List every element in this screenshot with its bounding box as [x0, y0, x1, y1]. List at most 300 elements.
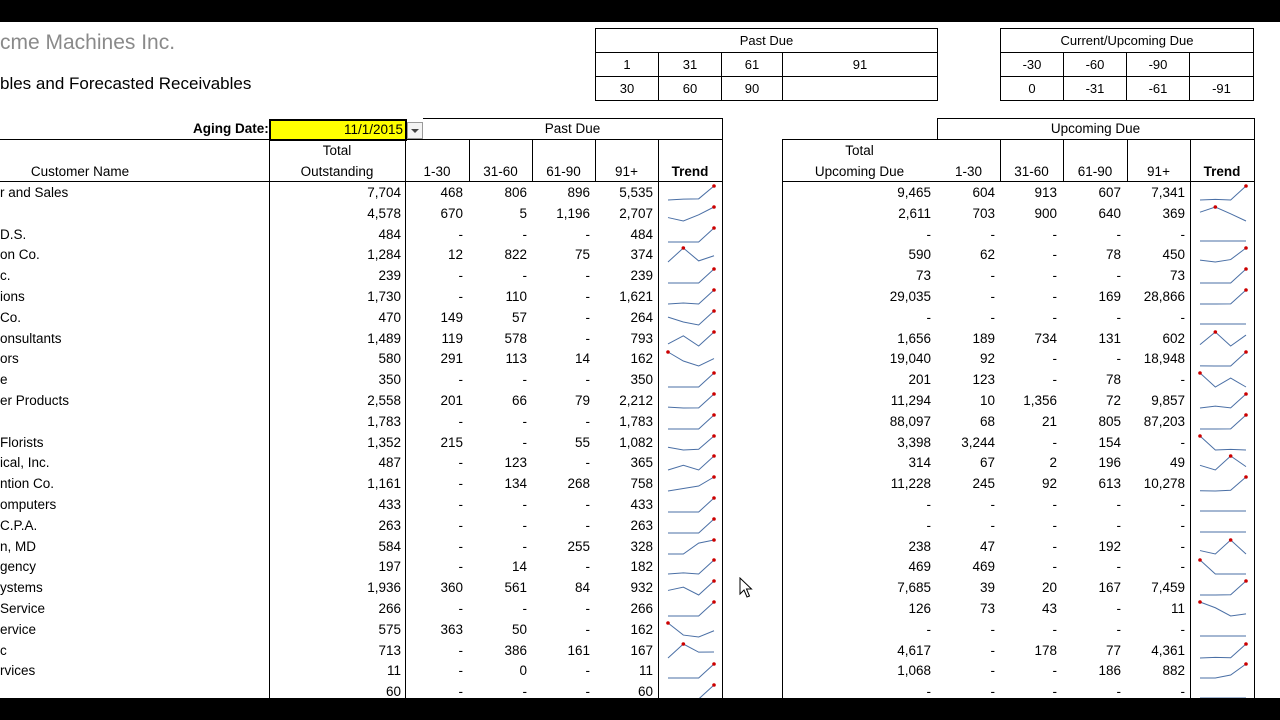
upcoming-bucket-cell[interactable]: 189: [972, 330, 995, 346]
upcoming-bucket-cell[interactable]: 913: [1034, 185, 1057, 200]
total-outstanding-cell[interactable]: 266: [378, 601, 401, 616]
upcoming-bucket-cell[interactable]: 602: [1162, 330, 1185, 346]
past-due-bucket-cell[interactable]: 215: [440, 434, 463, 450]
customer-name-cell[interactable]: onsultants: [0, 330, 62, 346]
upcoming-bucket-cell[interactable]: 49: [1169, 455, 1185, 471]
col-1-30: 1-30: [423, 164, 451, 179]
customer-name-cell[interactable]: Service: [0, 601, 46, 616]
upcoming-bucket-cell[interactable]: 20: [1041, 580, 1057, 596]
total-upcoming-cell[interactable]: 7,685: [897, 580, 931, 596]
total-upcoming-cell[interactable]: 11,228: [890, 476, 931, 492]
customer-name-cell[interactable]: C.P.A.: [0, 517, 38, 533]
legend-cell: 90: [722, 77, 783, 101]
upcoming-bucket-cell[interactable]: -: [1180, 621, 1185, 637]
total-outstanding-cell[interactable]: 263: [378, 517, 401, 533]
past-due-bucket-cell[interactable]: 670: [440, 205, 463, 221]
customer-name-cell[interactable]: gency: [0, 559, 37, 575]
past-due-bucket-cell[interactable]: 578: [504, 330, 527, 346]
total-upcoming-cell[interactable]: 4,617: [897, 642, 931, 658]
total-upcoming-cell[interactable]: 201: [908, 372, 931, 388]
upcoming-bucket-cell[interactable]: 131: [1098, 330, 1121, 346]
upcoming-bucket-cell[interactable]: 9,857: [1151, 393, 1185, 408]
total-upcoming-cell[interactable]: -: [926, 621, 931, 637]
total-outstanding-cell[interactable]: 433: [378, 497, 401, 512]
upcoming-bucket-cell[interactable]: 47: [979, 538, 995, 554]
total-outstanding-cell[interactable]: 1,489: [367, 330, 401, 346]
total-upcoming-cell[interactable]: -: [926, 226, 931, 242]
upcoming-bucket-cell[interactable]: 4,361: [1151, 642, 1185, 658]
sparkline-line: [668, 394, 714, 408]
customer-name-cell[interactable]: on Co.: [0, 247, 40, 263]
past-due-bucket-cell[interactable]: 806: [504, 185, 527, 200]
total-outstanding-cell[interactable]: 1,352: [367, 434, 401, 450]
upcoming-bucket-cell[interactable]: -: [1052, 351, 1057, 367]
total-upcoming-cell[interactable]: 314: [908, 455, 931, 471]
past-due-bucket-cell[interactable]: -: [458, 601, 463, 616]
upcoming-bucket-cell[interactable]: -: [990, 309, 995, 325]
past-due-bucket-cell[interactable]: -: [522, 601, 527, 616]
customer-name-cell[interactable]: n, MD: [0, 538, 37, 554]
upcoming-bucket-cell[interactable]: 604: [972, 185, 995, 200]
upcoming-bucket-cell[interactable]: 192: [1098, 538, 1121, 554]
past-due-bucket-cell[interactable]: -: [522, 434, 527, 450]
past-due-bucket-cell[interactable]: 822: [504, 247, 527, 263]
total-upcoming-cell[interactable]: 2,611: [898, 205, 931, 221]
upcoming-bucket-cell[interactable]: 805: [1098, 413, 1121, 429]
past-due-bucket-cell[interactable]: -: [522, 268, 527, 284]
customer-name-cell[interactable]: c: [0, 642, 7, 658]
total-outstanding-cell[interactable]: 1,730: [367, 289, 401, 304]
past-due-bucket-cell[interactable]: -: [522, 226, 527, 242]
customer-name-cell[interactable]: ions: [0, 289, 25, 304]
upcoming-bucket-cell[interactable]: -: [1116, 309, 1121, 325]
upcoming-bucket-cell[interactable]: -: [1052, 226, 1057, 242]
past-due-bucket-cell[interactable]: -: [585, 601, 590, 616]
customer-name-cell[interactable]: omputers: [0, 497, 57, 512]
customer-name-cell[interactable]: ors: [0, 351, 19, 367]
past-due-bucket-cell[interactable]: 2,707: [619, 205, 653, 221]
upcoming-bucket-cell[interactable]: 450: [1162, 247, 1185, 263]
total-outstanding-cell[interactable]: 1,936: [367, 580, 401, 596]
upcoming-bucket-cell[interactable]: 78: [1105, 372, 1121, 388]
past-due-bucket-cell[interactable]: -: [585, 289, 590, 304]
past-due-bucket-cell[interactable]: 14: [511, 559, 527, 575]
upcoming-bucket-cell[interactable]: 43: [1041, 601, 1057, 616]
past-due-bucket-cell[interactable]: 50: [511, 621, 527, 637]
total-outstanding-cell[interactable]: 2,558: [367, 393, 401, 408]
upcoming-bucket-cell[interactable]: -: [1180, 226, 1185, 242]
total-outstanding-cell[interactable]: 1,284: [367, 247, 401, 263]
total-upcoming-cell[interactable]: 11,294: [890, 393, 931, 408]
total-upcoming-cell[interactable]: 126: [908, 601, 931, 616]
past-due-bucket-cell[interactable]: 291: [440, 351, 463, 367]
customer-name-cell[interactable]: Co.: [0, 309, 22, 325]
past-due-bucket-cell[interactable]: 1,196: [556, 205, 590, 221]
upcoming-bucket-cell[interactable]: 123: [972, 372, 995, 388]
upcoming-bucket-cell[interactable]: -: [1180, 538, 1185, 554]
past-due-bucket-cell[interactable]: 0: [519, 663, 527, 679]
sparkline-high-marker: [1198, 434, 1202, 438]
past-due-bucket-cell[interactable]: 84: [574, 580, 590, 596]
trend-sparkline: [1198, 245, 1250, 265]
past-due-bucket-cell[interactable]: -: [522, 497, 527, 512]
upcoming-bucket-cell[interactable]: 11: [1170, 601, 1185, 616]
upcoming-bucket-cell[interactable]: -: [1116, 684, 1121, 698]
past-due-bucket-cell[interactable]: -: [585, 330, 590, 346]
upcoming-bucket-cell[interactable]: -: [1052, 434, 1057, 450]
past-due-bucket-cell[interactable]: -: [585, 413, 590, 429]
aging-date-input[interactable]: 11/1/2015: [269, 119, 407, 141]
past-due-bucket-cell[interactable]: 182: [630, 559, 653, 575]
sparkline-line: [1200, 394, 1246, 408]
upcoming-bucket-cell[interactable]: 3,244: [961, 434, 995, 450]
upcoming-bucket-cell[interactable]: 18,948: [1143, 351, 1185, 367]
past-due-bucket-cell[interactable]: 758: [630, 476, 653, 492]
upcoming-bucket-cell[interactable]: -: [1052, 517, 1057, 533]
upcoming-bucket-cell[interactable]: -: [990, 289, 995, 304]
past-due-bucket-cell[interactable]: 123: [504, 455, 527, 471]
past-due-bucket-cell[interactable]: -: [585, 455, 590, 471]
upcoming-bucket-cell[interactable]: 72: [1105, 393, 1121, 408]
customer-name-cell[interactable]: rvices: [0, 663, 36, 679]
total-outstanding-cell[interactable]: 484: [378, 226, 401, 242]
total-upcoming-cell[interactable]: 29,035: [889, 289, 931, 304]
customer-name-cell[interactable]: e: [0, 372, 8, 388]
past-due-bucket-cell[interactable]: 793: [630, 330, 653, 346]
sparkline-high-marker: [712, 371, 716, 375]
past-due-bucket-cell[interactable]: 1,621: [619, 289, 653, 304]
upcoming-bucket-cell[interactable]: 77: [1105, 642, 1121, 658]
upcoming-bucket-cell[interactable]: 196: [1098, 455, 1121, 471]
total-upcoming-cell[interactable]: -: [926, 309, 931, 325]
upcoming-bucket-cell[interactable]: 169: [1098, 289, 1121, 304]
upcoming-bucket-cell[interactable]: 92: [979, 351, 995, 367]
past-due-bucket-cell[interactable]: -: [458, 413, 463, 429]
upcoming-bucket-cell[interactable]: 62: [979, 247, 995, 263]
upcoming-bucket-cell[interactable]: -: [1116, 517, 1121, 533]
customer-name-cell[interactable]: ystems: [0, 580, 43, 596]
upcoming-bucket-cell[interactable]: -: [1052, 247, 1057, 263]
past-due-bucket-cell[interactable]: 113: [505, 351, 527, 367]
total-outstanding-cell[interactable]: 487: [378, 455, 401, 471]
past-due-bucket-cell[interactable]: -: [458, 289, 463, 304]
trend-sparkline: [1198, 412, 1250, 432]
past-due-bucket-cell[interactable]: -: [585, 663, 590, 679]
total-upcoming-cell[interactable]: -: [926, 517, 931, 533]
past-due-bucket-cell[interactable]: -: [585, 684, 590, 698]
upcoming-bucket-cell[interactable]: -: [1052, 538, 1057, 554]
past-due-bucket-cell[interactable]: -: [458, 455, 463, 471]
upcoming-bucket-cell[interactable]: -: [990, 642, 995, 658]
past-due-bucket-cell[interactable]: -: [522, 538, 527, 554]
trend-sparkline: [666, 266, 718, 286]
legend-title: Past Due: [596, 29, 938, 53]
past-due-bucket-cell[interactable]: 896: [567, 185, 590, 200]
upcoming-bucket-cell[interactable]: 2: [1049, 455, 1057, 471]
past-due-bucket-cell[interactable]: 79: [574, 393, 590, 408]
past-due-bucket-cell[interactable]: 12: [447, 247, 463, 263]
past-due-bucket-cell[interactable]: -: [458, 226, 463, 242]
total-upcoming-cell[interactable]: -: [926, 684, 931, 698]
past-due-bucket-cell[interactable]: 119: [441, 330, 463, 346]
total-upcoming-cell[interactable]: 3,398: [897, 434, 931, 450]
past-due-bucket-cell[interactable]: -: [458, 642, 463, 658]
upcoming-bucket-cell[interactable]: -: [1180, 684, 1185, 698]
sparkline-high-marker: [1244, 288, 1248, 292]
trend-sparkline: [666, 474, 718, 494]
upcoming-bucket-cell[interactable]: -: [990, 684, 995, 698]
past-due-bucket-cell[interactable]: -: [585, 309, 590, 325]
past-due-bucket-cell[interactable]: -: [458, 538, 463, 554]
total-outstanding-cell[interactable]: 580: [378, 351, 401, 367]
trend-sparkline: [1198, 620, 1250, 640]
legend-cell: 1: [596, 53, 659, 77]
upcoming-bucket-cell[interactable]: 73: [1169, 268, 1185, 284]
total-upcoming-cell[interactable]: 88,097: [889, 413, 931, 429]
past-due-bucket-cell[interactable]: -: [458, 684, 463, 698]
upcoming-bucket-cell[interactable]: 369: [1162, 205, 1185, 221]
past-due-bucket-cell[interactable]: -: [458, 497, 463, 512]
upcoming-bucket-cell[interactable]: -: [990, 621, 995, 637]
upcoming-bucket-cell[interactable]: -: [1052, 663, 1057, 679]
past-due-bucket-cell[interactable]: -: [458, 517, 463, 533]
customer-name-cell[interactable]: c.: [0, 268, 11, 284]
past-due-bucket-cell[interactable]: 162: [630, 351, 653, 367]
upcoming-bucket-cell[interactable]: -: [1180, 517, 1185, 533]
upcoming-bucket-cell[interactable]: 186: [1098, 663, 1121, 679]
upcoming-bucket-cell[interactable]: -: [1052, 559, 1057, 575]
upcoming-bucket-cell[interactable]: -: [1180, 372, 1185, 388]
upcoming-bucket-cell[interactable]: 613: [1098, 476, 1121, 492]
total-upcoming-cell[interactable]: 1,068: [897, 663, 931, 679]
upcoming-bucket-cell[interactable]: -: [1116, 559, 1121, 575]
past-due-bucket-cell[interactable]: 932: [630, 580, 653, 596]
total-upcoming-cell[interactable]: 590: [908, 247, 931, 263]
past-due-bucket-cell[interactable]: 264: [630, 309, 653, 325]
upcoming-bucket-cell[interactable]: 167: [1098, 580, 1121, 596]
upcoming-bucket-cell[interactable]: -: [990, 517, 995, 533]
upcoming-bucket-cell[interactable]: 92: [1041, 476, 1057, 492]
past-due-bucket-cell[interactable]: -: [585, 372, 590, 388]
upcoming-bucket-cell[interactable]: -: [1116, 351, 1121, 367]
past-due-bucket-cell[interactable]: -: [585, 559, 590, 575]
past-due-bucket-cell[interactable]: 365: [630, 455, 653, 471]
total-upcoming-cell[interactable]: 1,656: [897, 330, 931, 346]
past-due-bucket-cell[interactable]: 110: [505, 289, 527, 304]
upcoming-bucket-cell[interactable]: -: [1052, 684, 1057, 698]
upcoming-bucket-cell[interactable]: 67: [979, 455, 995, 471]
upcoming-bucket-cell[interactable]: 640: [1098, 205, 1121, 221]
total-upcoming-cell[interactable]: -: [926, 497, 931, 512]
upcoming-bucket-cell[interactable]: 178: [1034, 642, 1057, 658]
past-due-bucket-cell[interactable]: -: [458, 268, 463, 284]
past-due-bucket-cell[interactable]: 57: [511, 309, 527, 325]
customer-name-cell[interactable]: ervice: [0, 621, 37, 637]
past-due-bucket-cell[interactable]: -: [585, 621, 590, 637]
sparkline-high-marker: [1244, 267, 1248, 271]
sparkline-high-marker: [712, 663, 716, 667]
sparkline-high-marker: [1244, 247, 1248, 251]
total-upcoming-cell[interactable]: 19,040: [889, 351, 931, 367]
past-due-bucket-cell[interactable]: 75: [574, 247, 590, 263]
past-due-bucket-cell[interactable]: 201: [440, 393, 463, 408]
past-due-bucket-cell[interactable]: -: [458, 559, 463, 575]
upcoming-bucket-cell[interactable]: -: [1180, 559, 1185, 575]
upcoming-bucket-cell[interactable]: 87,203: [1143, 413, 1185, 429]
trend-sparkline: [1198, 349, 1250, 369]
past-due-bucket-cell[interactable]: -: [585, 497, 590, 512]
total-outstanding-cell[interactable]: 1,161: [367, 476, 401, 492]
past-due-bucket-cell[interactable]: -: [458, 372, 463, 388]
upcoming-bucket-cell[interactable]: 245: [972, 476, 995, 492]
past-due-bucket-cell[interactable]: -: [585, 268, 590, 284]
upcoming-bucket-cell[interactable]: -: [1052, 309, 1057, 325]
upcoming-bucket-cell[interactable]: 703: [972, 205, 995, 221]
sparkline-line: [668, 581, 714, 595]
past-due-bucket-cell[interactable]: 14: [574, 351, 590, 367]
upcoming-bucket-cell[interactable]: -: [990, 268, 995, 284]
upcoming-bucket-cell[interactable]: 73: [979, 601, 995, 616]
past-due-bucket-cell[interactable]: -: [458, 663, 463, 679]
past-due-bucket-cell[interactable]: -: [585, 517, 590, 533]
total-outstanding-cell[interactable]: 350: [378, 372, 401, 388]
upcoming-bucket-cell[interactable]: -: [1180, 434, 1185, 450]
upcoming-bucket-cell[interactable]: 607: [1098, 185, 1121, 200]
past-due-bucket-cell[interactable]: 149: [440, 309, 463, 325]
past-due-bucket-cell[interactable]: 11: [638, 663, 653, 679]
total-outstanding-cell[interactable]: 11: [386, 663, 401, 679]
customer-name-cell[interactable]: Florists: [0, 434, 44, 450]
customer-name-cell[interactable]: r and Sales: [0, 185, 69, 200]
past-due-bucket-cell[interactable]: 167: [630, 642, 653, 658]
past-due-bucket-cell[interactable]: -: [522, 372, 527, 388]
total-outstanding-cell[interactable]: 239: [378, 268, 401, 284]
past-due-bucket-cell[interactable]: 561: [504, 580, 527, 596]
sparkline-high-marker: [712, 309, 716, 313]
upcoming-bucket-cell[interactable]: 900: [1034, 205, 1057, 221]
past-due-bucket-cell[interactable]: 363: [440, 621, 463, 637]
sparkline-high-marker: [1198, 600, 1202, 604]
past-due-bucket-cell[interactable]: 374: [630, 247, 653, 263]
aging-date-dropdown[interactable]: [407, 122, 423, 139]
upcoming-bucket-cell[interactable]: 68: [979, 413, 995, 429]
total-outstanding-cell[interactable]: 575: [378, 621, 401, 637]
total-upcoming-cell[interactable]: 469: [908, 559, 931, 575]
upcoming-bucket-cell[interactable]: -: [990, 663, 995, 679]
past-due-bucket-cell[interactable]: 386: [504, 642, 527, 658]
upcoming-bucket-cell[interactable]: 7,341: [1151, 185, 1185, 200]
upcoming-bucket-cell[interactable]: -: [1116, 601, 1121, 616]
past-due-bucket-cell[interactable]: 1,783: [619, 413, 653, 429]
customer-name-cell[interactable]: D.S.: [0, 226, 27, 242]
total-outstanding-cell[interactable]: 7,704: [367, 185, 401, 200]
past-due-bucket-cell[interactable]: 5,535: [619, 185, 653, 200]
past-due-bucket-cell[interactable]: -: [458, 476, 463, 492]
upcoming-bucket-cell[interactable]: 10: [979, 393, 995, 408]
total-outstanding-cell[interactable]: 470: [378, 309, 401, 325]
trend-sparkline: [1198, 661, 1250, 681]
upcoming-bucket-cell[interactable]: 7,459: [1151, 580, 1185, 596]
upcoming-bucket-cell[interactable]: -: [1116, 268, 1121, 284]
upcoming-bucket-cell[interactable]: 734: [1034, 330, 1057, 346]
upcoming-bucket-cell[interactable]: -: [1052, 289, 1057, 304]
past-due-bucket-cell[interactable]: 328: [630, 538, 653, 554]
total-outstanding-cell[interactable]: 584: [378, 538, 401, 554]
upcoming-bucket-cell[interactable]: 469: [972, 559, 995, 575]
upcoming-bucket-cell[interactable]: 39: [979, 580, 995, 596]
upcoming-bucket-cell[interactable]: -: [1052, 372, 1057, 388]
sparkline-high-marker: [1198, 371, 1202, 375]
past-due-bucket-cell[interactable]: 60: [637, 684, 653, 698]
past-due-bucket-cell[interactable]: 239: [630, 268, 653, 284]
total-outstanding-cell[interactable]: 1,783: [367, 413, 401, 429]
upcoming-bucket-cell[interactable]: -: [1180, 497, 1185, 512]
upcoming-bucket-cell[interactable]: -: [1116, 226, 1121, 242]
past-due-bucket-cell[interactable]: 2,212: [619, 393, 653, 408]
customer-name-cell[interactable]: er Products: [0, 393, 70, 408]
past-due-bucket-cell[interactable]: 162: [630, 621, 653, 637]
upcoming-bucket-cell[interactable]: -: [1052, 497, 1057, 512]
total-outstanding-cell[interactable]: 60: [385, 684, 401, 698]
upcoming-bucket-cell[interactable]: -: [1116, 497, 1121, 512]
upcoming-bucket-cell[interactable]: -: [1116, 621, 1121, 637]
total-outstanding-cell[interactable]: 713: [378, 642, 401, 658]
sparkline-line: [668, 644, 714, 658]
past-due-bucket-cell[interactable]: -: [522, 517, 527, 533]
past-due-bucket-cell[interactable]: 66: [511, 393, 527, 408]
total-upcoming-cell[interactable]: 238: [908, 538, 931, 554]
past-due-bucket-cell[interactable]: 468: [440, 185, 463, 200]
upcoming-bucket-cell[interactable]: 28,866: [1143, 289, 1185, 304]
past-due-bucket-cell[interactable]: 134: [504, 476, 527, 492]
past-due-bucket-cell[interactable]: 5: [519, 205, 527, 221]
upcoming-bucket-cell[interactable]: 21: [1041, 413, 1057, 429]
past-due-bucket-cell[interactable]: -: [585, 226, 590, 242]
past-due-bucket-cell[interactable]: 263: [630, 517, 653, 533]
total-outstanding-cell[interactable]: 4,578: [367, 205, 401, 221]
upcoming-bucket-cell[interactable]: 1,356: [1023, 393, 1057, 408]
past-due-bucket-cell[interactable]: -: [522, 684, 527, 698]
sparkline-high-marker: [712, 475, 716, 479]
customer-name-cell[interactable]: ical, Inc.: [0, 455, 50, 471]
past-due-bucket-cell[interactable]: 266: [630, 601, 653, 616]
past-due-bucket-cell[interactable]: -: [522, 413, 527, 429]
past-due-bucket-cell[interactable]: 360: [440, 580, 463, 596]
upcoming-bucket-cell[interactable]: -: [1180, 309, 1185, 325]
total-upcoming-cell[interactable]: 9,465: [897, 185, 931, 200]
upcoming-bucket-cell[interactable]: -: [990, 226, 995, 242]
past-due-bucket-cell[interactable]: 1,082: [619, 434, 653, 450]
past-due-bucket-cell[interactable]: 55: [574, 434, 590, 450]
past-due-bucket-cell[interactable]: 433: [630, 497, 653, 512]
total-upcoming-cell[interactable]: 73: [915, 268, 931, 284]
past-due-bucket-cell[interactable]: 268: [567, 476, 590, 492]
upcoming-bucket-cell[interactable]: -: [990, 497, 995, 512]
upcoming-bucket-cell[interactable]: -: [1052, 268, 1057, 284]
customer-name-cell[interactable]: ntion Co.: [0, 476, 55, 492]
upcoming-bucket-cell[interactable]: 154: [1098, 434, 1121, 450]
trend-sparkline: [1198, 578, 1250, 598]
past-due-bucket-cell[interactable]: 161: [567, 642, 590, 658]
upcoming-bucket-cell[interactable]: 10,278: [1143, 476, 1185, 492]
past-due-bucket-cell[interactable]: 350: [630, 372, 653, 388]
upcoming-bucket-cell[interactable]: 882: [1162, 663, 1185, 679]
upcoming-bucket-cell[interactable]: 78: [1105, 247, 1121, 263]
past-due-bucket-cell[interactable]: 255: [567, 538, 590, 554]
total-outstanding-cell[interactable]: 197: [378, 559, 401, 575]
past-due-bucket-cell[interactable]: 484: [630, 226, 653, 242]
upcoming-bucket-cell[interactable]: -: [1052, 621, 1057, 637]
